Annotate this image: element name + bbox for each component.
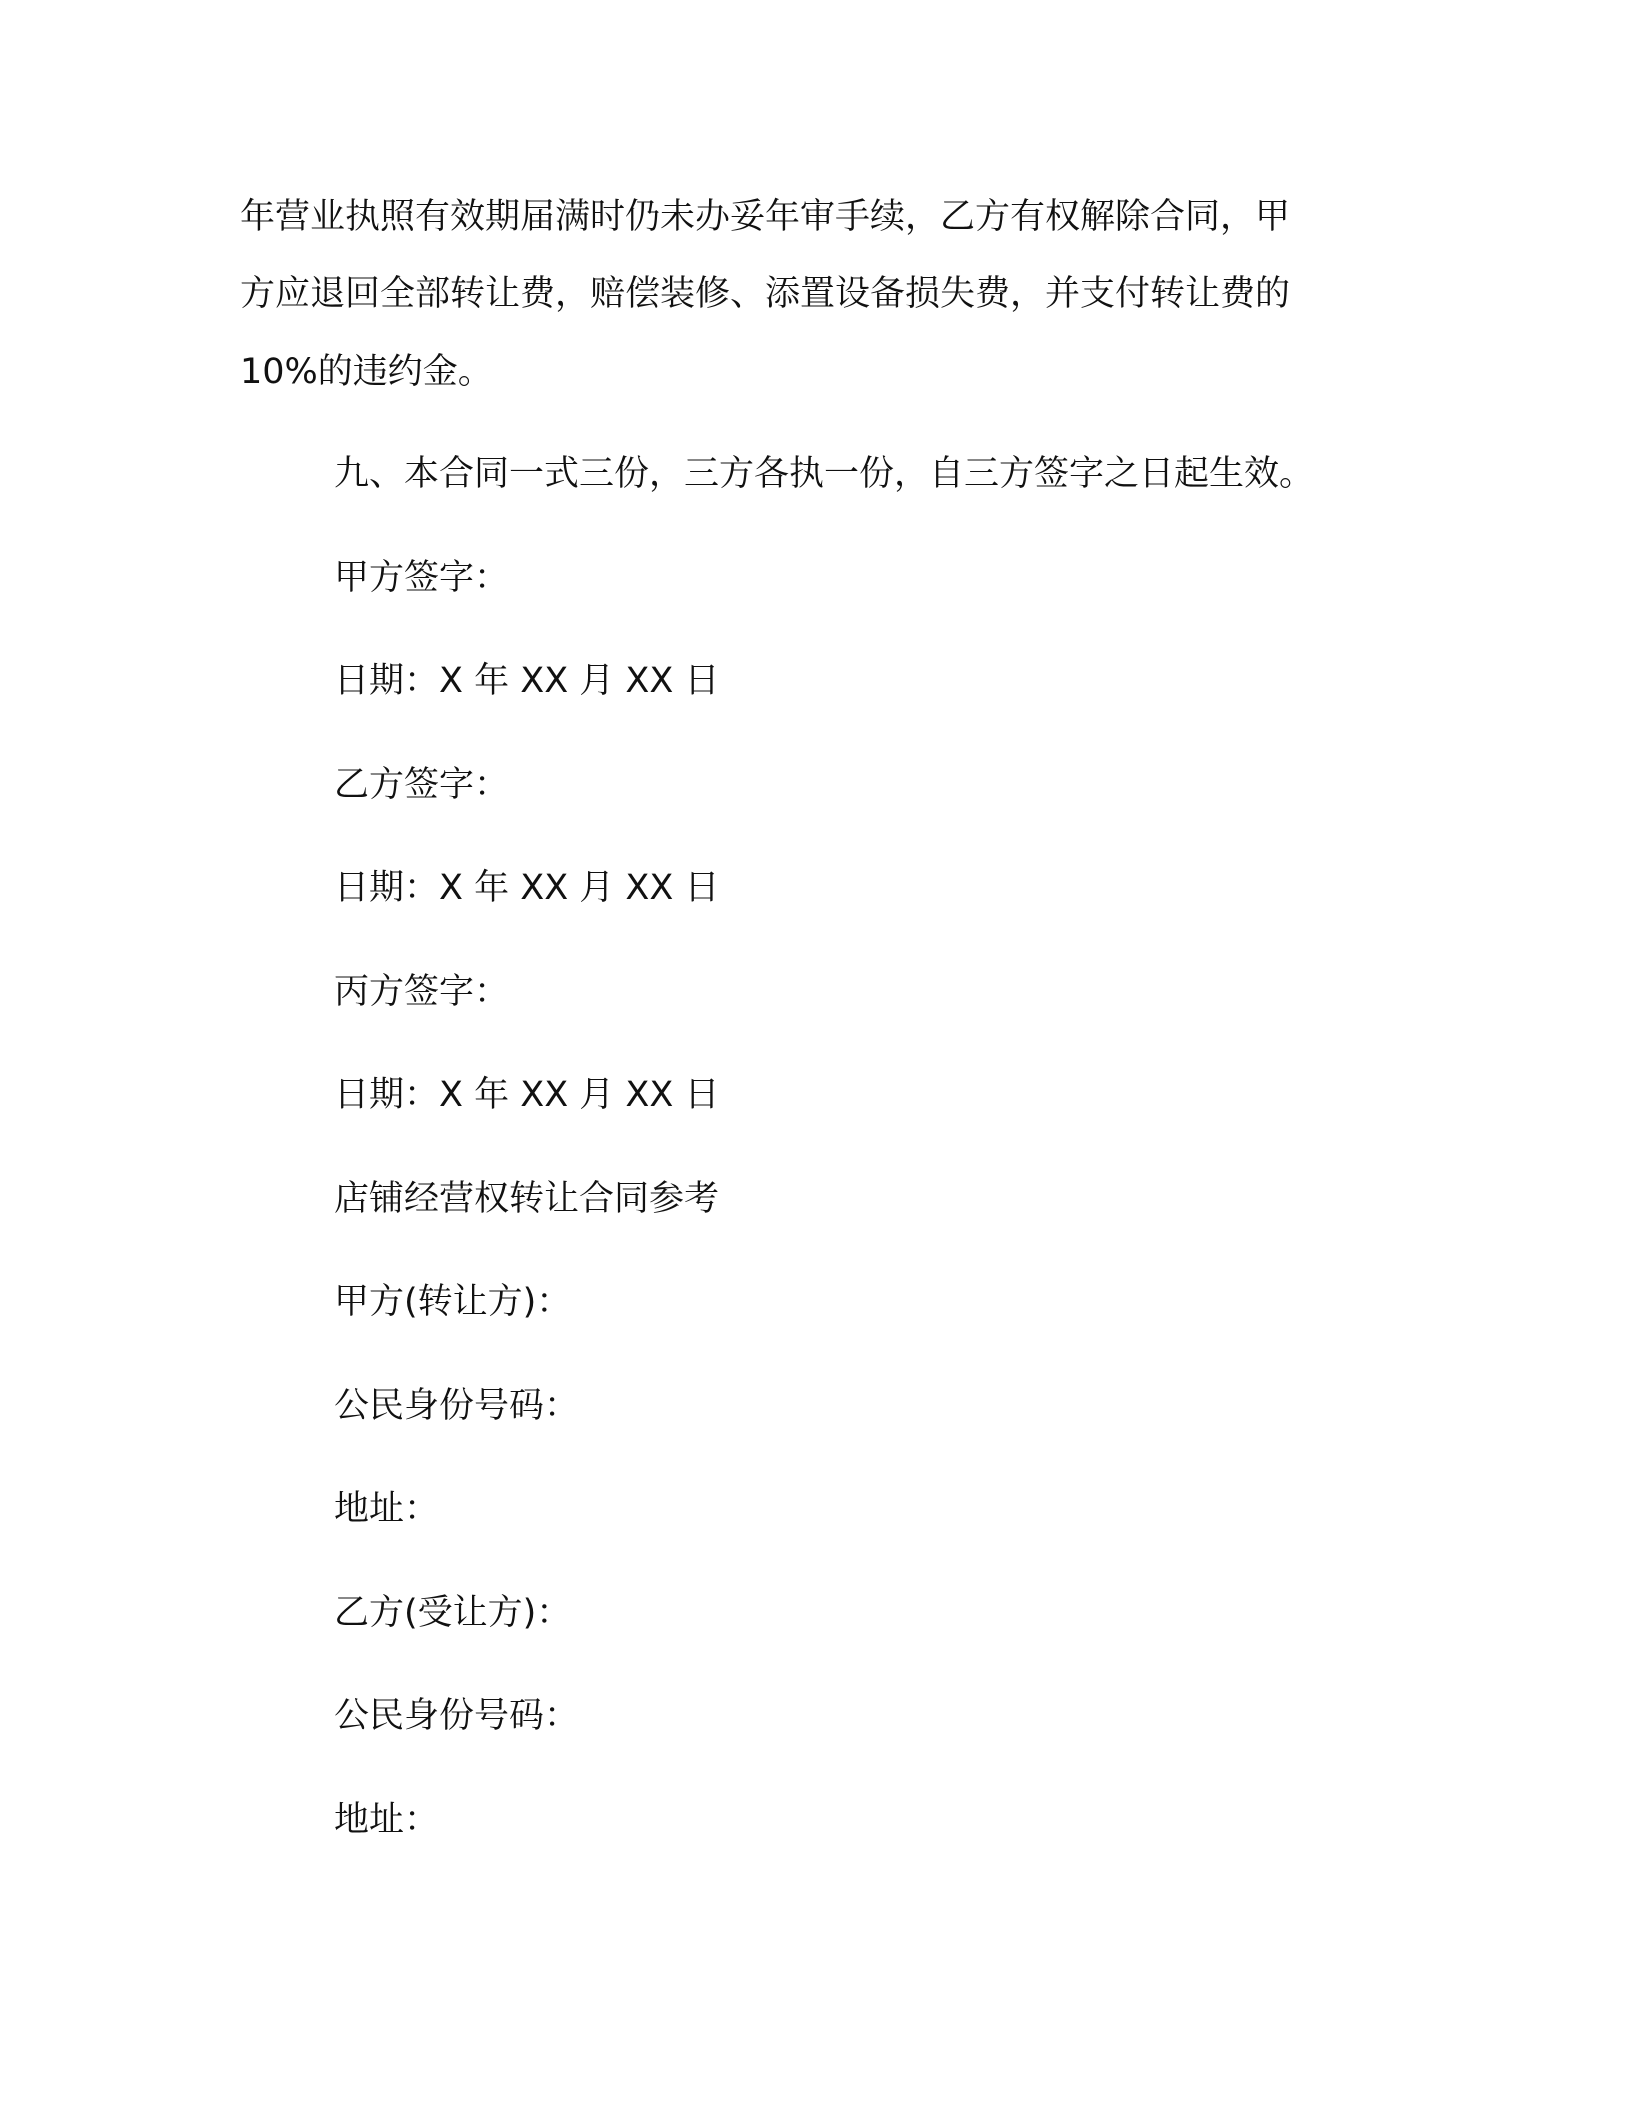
party-c-signature-label: 丙方签字： [334,972,510,1012]
party-c-signature-date: 日期：X 年 XX 月 XX 日 [334,1075,720,1115]
party-a-signature-label: 甲方签字： [334,558,510,598]
paragraph-line: 年营业执照有效期届满时仍未办妥年审手续，乙方有权解除合同，甲 [240,197,1291,237]
party-b-signature-date: 日期：X 年 XX 月 XX 日 [334,868,720,908]
party-b-address-label: 地址： [334,1800,440,1840]
party-b-id-label: 公民身份号码： [334,1696,580,1736]
paragraph-line: 方应退回全部转让费，赔偿装修、添置设备损失费，并支付转让费的 [240,274,1291,314]
party-b-label: 乙方(受让方)： [334,1593,572,1633]
contract-title: 店铺经营权转让合同参考 [334,1179,720,1219]
party-a-address-label: 地址： [334,1489,440,1529]
party-b-signature-label: 乙方签字： [334,765,510,805]
party-a-label: 甲方(转让方)： [334,1282,572,1322]
party-a-id-label: 公民身份号码： [334,1386,580,1426]
party-a-signature-date: 日期：X 年 XX 月 XX 日 [334,661,720,701]
paragraph-line: 10%的违约金。 [240,352,493,392]
clause-nine: 九、本合同一式三份，三方各执一份，自三方签字之日起生效。 [334,454,1315,494]
